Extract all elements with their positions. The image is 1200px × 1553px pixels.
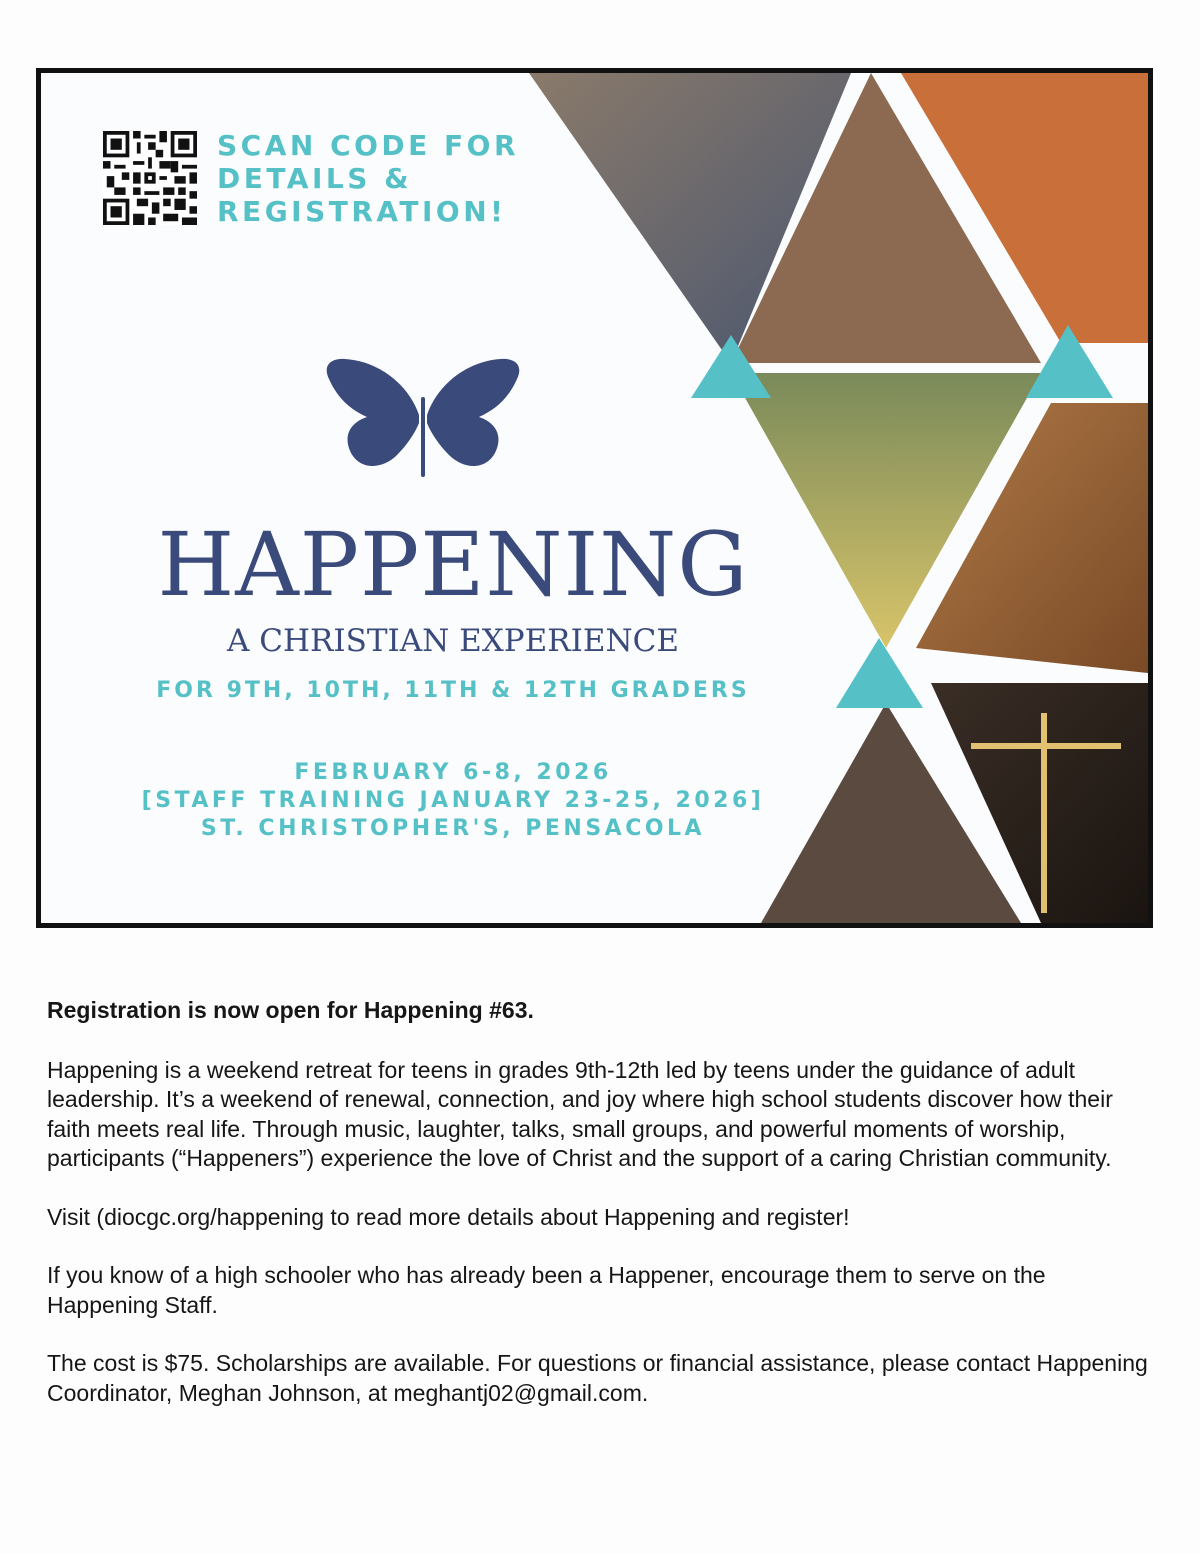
scan-line-3: REGISTRATION! — [217, 195, 507, 228]
subtitle: A CHRISTIAN EXPERIENCE — [227, 623, 679, 659]
visit-paragraph: Visit (diocgc.org/happening to read more details about Happening and register! — [47, 1203, 850, 1230]
happening-flyer — [36, 68, 1153, 928]
page-title: HAPPENING — [157, 513, 749, 616]
event-dates: FEBRUARY 6-8, 2026 — [294, 760, 612, 785]
staff-paragraph: If you know of a high schooler who has already been a Happener, encourage them to serve on the Happening Staff. — [47, 1262, 1046, 1318]
scan-line-2: DETAILS & — [217, 162, 413, 195]
photo-collage — [41, 73, 1148, 923]
registration-headline: Registration is now open for Happening #63. — [47, 997, 534, 1023]
event-location: ST. CHRISTOPHER'S, PENSACOLA — [200, 816, 706, 841]
intro-paragraph: Happening is a weekend retreat for teens in grades 9th-12th led by teens under the guidance of adult leadership. It’s a weekend of renewal, connection, and joy where high school students discover how their faith meets real life. Through music, laughter, talks, small groups, and powerful moments of worship, participants (“Happeners”) experience the love of Christ and the support of a caring Christian community. — [47, 1056, 1113, 1171]
scan-line-1: SCAN CODE FOR — [217, 129, 520, 162]
teal-triangle-bottom — [836, 638, 923, 708]
cost-paragraph: The cost is $75. Scholarships are available. For questions or financial assistance, please contact Happening Coordinator, Meghan Johnson, at meghantj02@gmail.com. — [47, 1350, 1148, 1406]
announcement-body — [47, 996, 1157, 1437]
staff-training-dates: [STAFF TRAINING JANUARY 23-25, 2026] — [141, 788, 765, 813]
grades-line: FOR 9TH, 10TH, 11TH & 12TH GRADERS — [156, 678, 750, 703]
